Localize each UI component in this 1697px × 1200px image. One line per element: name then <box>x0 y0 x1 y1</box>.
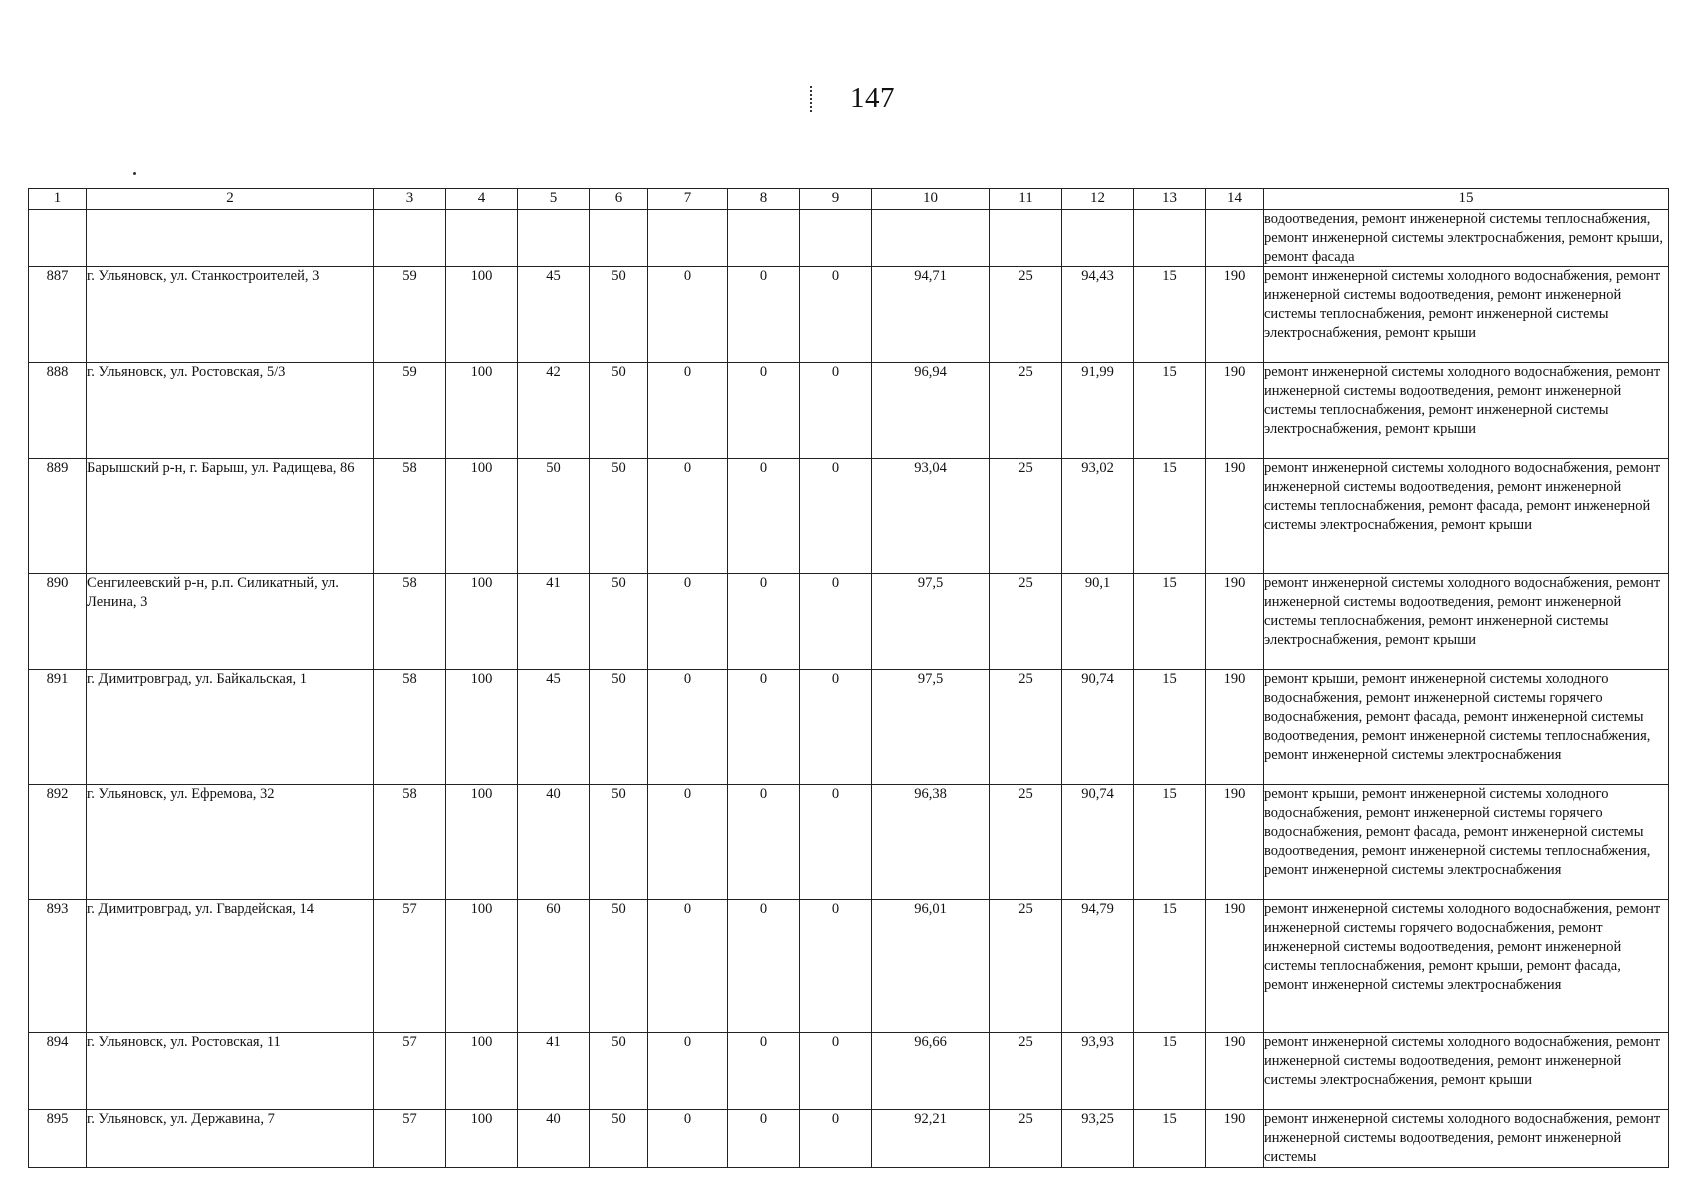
cell-col11: 25 <box>990 363 1062 459</box>
scan-artifact-dot <box>133 172 136 175</box>
cell-works: ремонт инженерной системы холодного водоснабжения, ремонт инженерной системы водоотведения, ремонт инженерной системы теплоснабжения, ремонт фасада, ремонт инженерной системы электроснабжения, ремонт крыши <box>1264 459 1669 574</box>
cell-col11: 25 <box>990 459 1062 574</box>
table-row <box>29 363 1669 459</box>
cell-address: г. Ульяновск, ул. Державина, 7 <box>87 1110 374 1167</box>
cell-col11: 25 <box>990 1033 1062 1110</box>
cell-col10: 97,5 <box>872 670 990 785</box>
cell-col11: 25 <box>990 900 1062 1033</box>
cell-col10: 97,5 <box>872 574 990 670</box>
cell-col13: 15 <box>1134 670 1206 785</box>
table-row <box>29 785 1669 900</box>
cell-col4: 100 <box>446 900 518 1033</box>
cell-col7: 0 <box>648 459 728 574</box>
cell-col4: 100 <box>446 1110 518 1167</box>
cell-col8: 0 <box>728 574 800 670</box>
cell-address: г. Ульяновск, ул. Станкостроителей, 3 <box>87 267 374 363</box>
cell-col4: 100 <box>446 574 518 670</box>
cell-empty <box>800 210 872 267</box>
cell-empty <box>590 210 648 267</box>
cell-col5: 42 <box>518 363 590 459</box>
cell-col11: 25 <box>990 267 1062 363</box>
cell-col9: 0 <box>800 1110 872 1167</box>
cell-address: г. Димитровград, ул. Гвардейская, 14 <box>87 900 374 1033</box>
cell-col12: 90,1 <box>1062 574 1134 670</box>
column-header: 4 <box>446 189 518 210</box>
cell-col3: 58 <box>374 574 446 670</box>
cell-empty <box>990 210 1062 267</box>
cell-col4: 100 <box>446 785 518 900</box>
cell-col3: 58 <box>374 459 446 574</box>
cell-col6: 50 <box>590 267 648 363</box>
column-header: 2 <box>87 189 374 210</box>
cell-col12: 90,74 <box>1062 785 1134 900</box>
cell-col9: 0 <box>800 670 872 785</box>
cell-row-number: 890 <box>29 574 87 670</box>
cell-col8: 0 <box>728 363 800 459</box>
table-row <box>29 1110 1669 1167</box>
cell-col5: 60 <box>518 900 590 1033</box>
cell-col7: 0 <box>648 1033 728 1110</box>
header-row <box>29 189 1669 210</box>
cell-address: г. Ульяновск, ул. Ефремова, 32 <box>87 785 374 900</box>
cell-works: водоотведения, ремонт инженерной системы теплоснабжения, ремонт инженерной системы электроснабжения, ремонт крыши, ремонт фасада <box>1264 210 1669 267</box>
cell-col12: 90,74 <box>1062 670 1134 785</box>
cell-col11: 25 <box>990 785 1062 900</box>
cell-empty <box>87 210 374 267</box>
cell-col10: 92,21 <box>872 1110 990 1167</box>
cell-col10: 93,04 <box>872 459 990 574</box>
cell-col5: 40 <box>518 785 590 900</box>
cell-col4: 100 <box>446 670 518 785</box>
cell-col10: 94,71 <box>872 267 990 363</box>
cell-col14: 190 <box>1206 459 1264 574</box>
cell-empty <box>1062 210 1134 267</box>
cell-row-number: 889 <box>29 459 87 574</box>
cell-col7: 0 <box>648 267 728 363</box>
cell-col13: 15 <box>1134 459 1206 574</box>
cell-col5: 50 <box>518 459 590 574</box>
column-header: 9 <box>800 189 872 210</box>
cell-row-number: 895 <box>29 1110 87 1167</box>
table-row <box>29 459 1669 574</box>
cell-col7: 0 <box>648 574 728 670</box>
cell-col6: 50 <box>590 900 648 1033</box>
cell-col14: 190 <box>1206 785 1264 900</box>
cell-col12: 93,02 <box>1062 459 1134 574</box>
cell-col13: 15 <box>1134 363 1206 459</box>
cell-works: ремонт инженерной системы холодного водоснабжения, ремонт инженерной системы водоотведения, ремонт инженерной системы теплоснабжения, ремонт инженерной системы электроснабжения, ремонт крыши <box>1264 574 1669 670</box>
cell-col4: 100 <box>446 363 518 459</box>
column-header: 8 <box>728 189 800 210</box>
page-number: 147 <box>850 82 895 114</box>
cell-col13: 15 <box>1134 1033 1206 1110</box>
cell-address: г. Димитровград, ул. Байкальская, 1 <box>87 670 374 785</box>
table-row <box>29 574 1669 670</box>
column-header: 12 <box>1062 189 1134 210</box>
column-header: 15 <box>1264 189 1669 210</box>
column-header: 6 <box>590 189 648 210</box>
cell-works: ремонт инженерной системы холодного водоснабжения, ремонт инженерной системы водоотведения, ремонт инженерной системы теплоснабжения, ремонт инженерной системы электроснабжения, ремонт крыши <box>1264 363 1669 459</box>
cell-row-number: 892 <box>29 785 87 900</box>
table-row <box>29 900 1669 1033</box>
cell-col9: 0 <box>800 267 872 363</box>
cell-row-number: 893 <box>29 900 87 1033</box>
cell-empty <box>518 210 590 267</box>
column-header: 13 <box>1134 189 1206 210</box>
cell-col3: 57 <box>374 900 446 1033</box>
cell-col14: 190 <box>1206 1033 1264 1110</box>
cell-row-number: 888 <box>29 363 87 459</box>
cell-col9: 0 <box>800 363 872 459</box>
cell-col5: 41 <box>518 1033 590 1110</box>
cell-col8: 0 <box>728 1033 800 1110</box>
cell-col3: 58 <box>374 670 446 785</box>
cell-row-number: 894 <box>29 1033 87 1110</box>
cell-col9: 0 <box>800 459 872 574</box>
cell-col3: 59 <box>374 267 446 363</box>
cell-col6: 50 <box>590 785 648 900</box>
cell-empty <box>446 210 518 267</box>
cell-empty <box>648 210 728 267</box>
cell-col13: 15 <box>1134 574 1206 670</box>
cell-col13: 15 <box>1134 1110 1206 1167</box>
data-table <box>28 188 1669 1168</box>
cell-col10: 96,38 <box>872 785 990 900</box>
column-header: 10 <box>872 189 990 210</box>
cell-col9: 0 <box>800 1033 872 1110</box>
table-row-continuation <box>29 210 1669 267</box>
cell-empty <box>1206 210 1264 267</box>
cell-address: Барышский р-н, г. Барыш, ул. Радищева, 86 <box>87 459 374 574</box>
cell-col5: 40 <box>518 1110 590 1167</box>
cell-col6: 50 <box>590 459 648 574</box>
cell-works: ремонт инженерной системы холодного водоснабжения, ремонт инженерной системы горячего водоснабжения, ремонт инженерной системы водоотведения, ремонт инженерной системы теплоснабжения, ремонт крыши, ремонт фасада, ремонт инженерной системы электроснабжения <box>1264 900 1669 1033</box>
cell-works: ремонт крыши, ремонт инженерной системы холодного водоснабжения, ремонт инженерной системы горячего водоснабжения, ремонт фасада, ремонт инженерной системы водоотведения, ремонт инженерной системы теплоснабжения, ремонт инженерной системы электроснабжения <box>1264 670 1669 785</box>
cell-works: ремонт крыши, ремонт инженерной системы холодного водоснабжения, ремонт инженерной системы горячего водоснабжения, ремонт фасада, ремонт инженерной системы водоотведения, ремонт инженерной системы теплоснабжения, ремонт инженерной системы электроснабжения <box>1264 785 1669 900</box>
table-row <box>29 1033 1669 1110</box>
cell-col10: 96,66 <box>872 1033 990 1110</box>
cell-col7: 0 <box>648 1110 728 1167</box>
cell-col14: 190 <box>1206 574 1264 670</box>
column-header: 1 <box>29 189 87 210</box>
cell-col11: 25 <box>990 670 1062 785</box>
cell-empty <box>872 210 990 267</box>
table-row <box>29 670 1669 785</box>
cell-col4: 100 <box>446 1033 518 1110</box>
cell-col8: 0 <box>728 785 800 900</box>
table-row <box>29 267 1669 363</box>
cell-col14: 190 <box>1206 1110 1264 1167</box>
column-header: 7 <box>648 189 728 210</box>
scan-artifact-mark <box>810 86 814 112</box>
cell-col6: 50 <box>590 1033 648 1110</box>
cell-works: ремонт инженерной системы холодного водоснабжения, ремонт инженерной системы водоотведения, ремонт инженерной системы электроснабжения, ремонт крыши <box>1264 1033 1669 1110</box>
cell-col12: 91,99 <box>1062 363 1134 459</box>
cell-col7: 0 <box>648 670 728 785</box>
cell-col6: 50 <box>590 574 648 670</box>
cell-col10: 96,94 <box>872 363 990 459</box>
cell-col3: 58 <box>374 785 446 900</box>
cell-col7: 0 <box>648 363 728 459</box>
cell-col8: 0 <box>728 900 800 1033</box>
cell-empty <box>374 210 446 267</box>
cell-col5: 45 <box>518 267 590 363</box>
cell-col13: 15 <box>1134 785 1206 900</box>
column-header: 14 <box>1206 189 1264 210</box>
cell-col3: 57 <box>374 1110 446 1167</box>
cell-col6: 50 <box>590 670 648 785</box>
cell-address: г. Ульяновск, ул. Ростовская, 5/3 <box>87 363 374 459</box>
cell-col3: 59 <box>374 363 446 459</box>
cell-col7: 0 <box>648 900 728 1033</box>
cell-col12: 94,43 <box>1062 267 1134 363</box>
column-header: 5 <box>518 189 590 210</box>
cell-col9: 0 <box>800 574 872 670</box>
cell-col9: 0 <box>800 900 872 1033</box>
cell-col10: 96,01 <box>872 900 990 1033</box>
cell-col6: 50 <box>590 1110 648 1167</box>
cell-col14: 190 <box>1206 900 1264 1033</box>
cell-col12: 94,79 <box>1062 900 1134 1033</box>
cell-col8: 0 <box>728 670 800 785</box>
cell-col12: 93,25 <box>1062 1110 1134 1167</box>
cell-row-number: 891 <box>29 670 87 785</box>
cell-col4: 100 <box>446 267 518 363</box>
cell-address: Сенгилеевский р-н, р.п. Силикатный, ул. Ленина, 3 <box>87 574 374 670</box>
cell-col4: 100 <box>446 459 518 574</box>
cell-col5: 41 <box>518 574 590 670</box>
cell-col13: 15 <box>1134 267 1206 363</box>
cell-col11: 25 <box>990 574 1062 670</box>
cell-col14: 190 <box>1206 267 1264 363</box>
cell-col8: 0 <box>728 1110 800 1167</box>
cell-works: ремонт инженерной системы холодного водоснабжения, ремонт инженерной системы водоотведения, ремонт инженерной системы <box>1264 1110 1669 1167</box>
column-header: 3 <box>374 189 446 210</box>
cell-empty <box>1134 210 1206 267</box>
cell-empty <box>728 210 800 267</box>
cell-works: ремонт инженерной системы холодного водоснабжения, ремонт инженерной системы водоотведения, ремонт инженерной системы теплоснабжения, ремонт инженерной системы электроснабжения, ремонт крыши <box>1264 267 1669 363</box>
cell-col14: 190 <box>1206 670 1264 785</box>
cell-col3: 57 <box>374 1033 446 1110</box>
cell-col8: 0 <box>728 267 800 363</box>
cell-col8: 0 <box>728 459 800 574</box>
cell-col5: 45 <box>518 670 590 785</box>
column-header: 11 <box>990 189 1062 210</box>
cell-col7: 0 <box>648 785 728 900</box>
cell-col12: 93,93 <box>1062 1033 1134 1110</box>
cell-empty <box>29 210 87 267</box>
cell-col14: 190 <box>1206 363 1264 459</box>
cell-col6: 50 <box>590 363 648 459</box>
cell-address: г. Ульяновск, ул. Ростовская, 11 <box>87 1033 374 1110</box>
cell-col11: 25 <box>990 1110 1062 1167</box>
cell-col13: 15 <box>1134 900 1206 1033</box>
cell-row-number: 887 <box>29 267 87 363</box>
cell-col9: 0 <box>800 785 872 900</box>
